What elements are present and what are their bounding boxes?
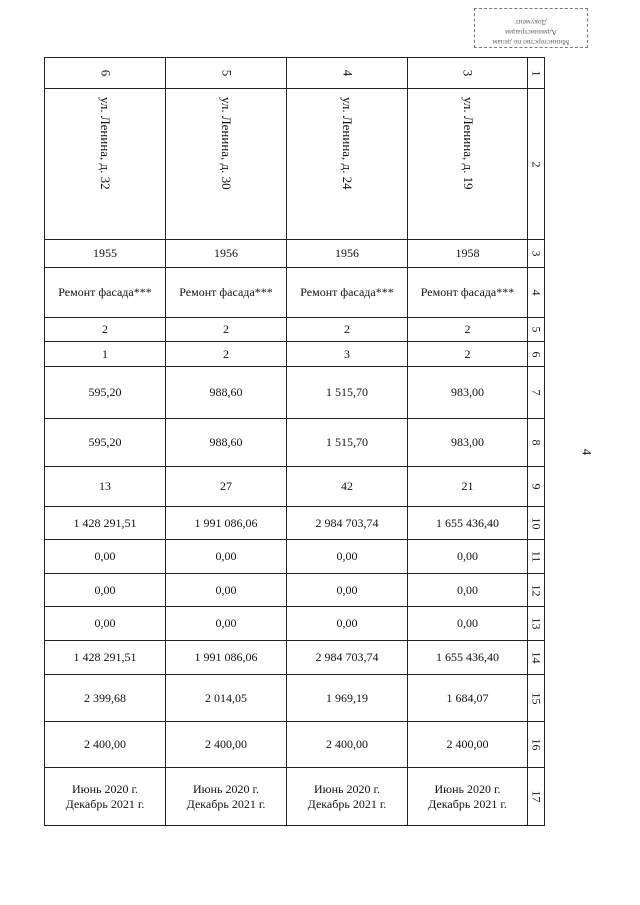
stamp-line: Документ — [515, 18, 547, 27]
cost-local-cell: 0,00 — [287, 607, 408, 641]
cost-owners-cell: 2 984 703,74 — [287, 641, 408, 675]
table-row — [45, 507, 545, 540]
address-cell: ул. Ленина, д. 32 — [45, 89, 166, 240]
area-living-cell: 1 515,70 — [287, 419, 408, 467]
period-cell — [287, 768, 408, 826]
year-cell: 1955 — [45, 240, 166, 268]
unit-cost-cell: 1 969,19 — [287, 675, 408, 722]
unit-limit-cell: 2 400,00 — [287, 722, 408, 768]
unit-cost-cell: 1 684,07 — [408, 675, 528, 722]
cost-region-cell: 0,00 — [45, 574, 166, 607]
cost-total-cell: 1 428 291,51 — [45, 507, 166, 540]
cost-region-cell: 0,00 — [408, 574, 528, 607]
table-row — [45, 768, 545, 826]
cost-fund-cell: 0,00 — [408, 540, 528, 574]
period-end: Декабрь 2021 г. — [186, 796, 266, 811]
stamp-line: Администрации — [505, 28, 557, 37]
area-total-cell: 595,20 — [45, 367, 166, 419]
cost-fund-cell: 0,00 — [166, 540, 287, 574]
period-start: Июнь 2020 г. — [313, 781, 381, 796]
column-index-cell: 3 — [408, 58, 528, 89]
floors-cell: 2 — [287, 318, 408, 342]
work-type-cell: Ремонт фасада*** — [166, 268, 287, 318]
row-number: 16 — [528, 722, 545, 768]
period-cell — [45, 768, 166, 826]
entrances-cell: 1 — [45, 342, 166, 367]
row-number: 5 — [528, 318, 545, 342]
table-row — [45, 89, 545, 240]
cost-local-cell: 0,00 — [408, 607, 528, 641]
page-number: 4 — [579, 448, 595, 456]
address-cell: ул. Ленина, д. 19 — [408, 89, 528, 240]
work-type-cell: Ремонт фасада*** — [45, 268, 166, 318]
table-row — [45, 675, 545, 722]
row-number: 9 — [528, 467, 545, 507]
cost-fund-cell: 0,00 — [45, 540, 166, 574]
row-number: 6 — [528, 342, 545, 367]
unit-limit-cell: 2 400,00 — [166, 722, 287, 768]
table-row — [45, 574, 545, 607]
address-cell: ул. Ленина, д. 30 — [166, 89, 287, 240]
cost-total-cell: 1 991 086,06 — [166, 507, 287, 540]
row-number: 15 — [528, 675, 545, 722]
row-number: 7 — [528, 367, 545, 419]
stamp-line: Министерство по делам — [492, 38, 570, 47]
unit-limit-cell: 2 400,00 — [45, 722, 166, 768]
table-row — [45, 722, 545, 768]
row-number: 17 — [528, 768, 545, 826]
row-number: 14 — [528, 641, 545, 675]
period-cell — [166, 768, 287, 826]
table-row — [45, 342, 545, 367]
year-cell: 1956 — [287, 240, 408, 268]
period-start: Июнь 2020 г. — [434, 781, 501, 796]
entrances-cell: 2 — [166, 342, 287, 367]
column-index-cell: 4 — [287, 58, 408, 89]
residents-cell: 27 — [166, 467, 287, 507]
floors-cell: 2 — [408, 318, 528, 342]
address-cell: ул. Ленина, д. 24 — [287, 89, 408, 240]
row-number: 13 — [528, 607, 545, 641]
unit-cost-cell: 2 399,68 — [45, 675, 166, 722]
cost-owners-cell: 1 655 436,40 — [408, 641, 528, 675]
unit-cost-cell: 2 014,05 — [166, 675, 287, 722]
row-number: 11 — [528, 540, 545, 574]
period-start: Июнь 2020 г. — [192, 781, 260, 796]
table-row — [45, 367, 545, 419]
residents-cell: 13 — [45, 467, 166, 507]
area-total-cell: 983,00 — [408, 367, 528, 419]
work-type-cell: Ремонт фасада*** — [408, 268, 528, 318]
year-cell: 1956 — [166, 240, 287, 268]
cost-owners-cell: 1 428 291,51 — [45, 641, 166, 675]
table-row — [45, 240, 545, 268]
period-cell — [408, 768, 528, 826]
area-total-cell: 988,60 — [166, 367, 287, 419]
cost-local-cell: 0,00 — [166, 607, 287, 641]
table-row — [45, 318, 545, 342]
cost-fund-cell: 0,00 — [287, 540, 408, 574]
row-number: 10 — [528, 507, 545, 540]
column-index-cell: 6 — [45, 58, 166, 89]
row-number: 4 — [528, 268, 545, 318]
floors-cell: 2 — [166, 318, 287, 342]
floors-cell: 2 — [45, 318, 166, 342]
period-end: Декабрь 2021 г. — [65, 796, 145, 811]
work-type-cell: Ремонт фасада*** — [287, 268, 408, 318]
year-cell: 1958 — [408, 240, 528, 268]
cost-total-cell: 2 984 703,74 — [287, 507, 408, 540]
column-index-cell: 5 — [166, 58, 287, 89]
entrances-cell: 3 — [287, 342, 408, 367]
row-number: 12 — [528, 574, 545, 607]
row-number: 1 — [528, 58, 545, 89]
table-row — [45, 268, 545, 318]
table-row — [45, 467, 545, 507]
table-row — [45, 607, 545, 641]
table-row — [45, 641, 545, 675]
period-end: Декабрь 2021 г. — [307, 796, 387, 811]
table-row — [45, 540, 545, 574]
cost-owners-cell: 1 991 086,06 — [166, 641, 287, 675]
residents-cell: 21 — [408, 467, 528, 507]
cost-region-cell: 0,00 — [287, 574, 408, 607]
area-living-cell: 595,20 — [45, 419, 166, 467]
registration-stamp — [474, 8, 588, 48]
row-number: 8 — [528, 419, 545, 467]
area-living-cell: 983,00 — [408, 419, 528, 467]
table-row — [45, 419, 545, 467]
repair-schedule-table — [44, 57, 545, 826]
entrances-cell: 2 — [408, 342, 528, 367]
row-number: 3 — [528, 240, 545, 268]
period-end: Декабрь 2021 г. — [428, 796, 507, 811]
residents-cell: 42 — [287, 467, 408, 507]
period-start: Июнь 2020 г. — [71, 781, 139, 796]
cost-total-cell: 1 655 436,40 — [408, 507, 528, 540]
area-living-cell: 988,60 — [166, 419, 287, 467]
area-total-cell: 1 515,70 — [287, 367, 408, 419]
row-number: 2 — [528, 89, 545, 240]
unit-limit-cell: 2 400,00 — [408, 722, 528, 768]
cost-region-cell: 0,00 — [166, 574, 287, 607]
table-row — [45, 58, 545, 89]
cost-local-cell: 0,00 — [45, 607, 166, 641]
